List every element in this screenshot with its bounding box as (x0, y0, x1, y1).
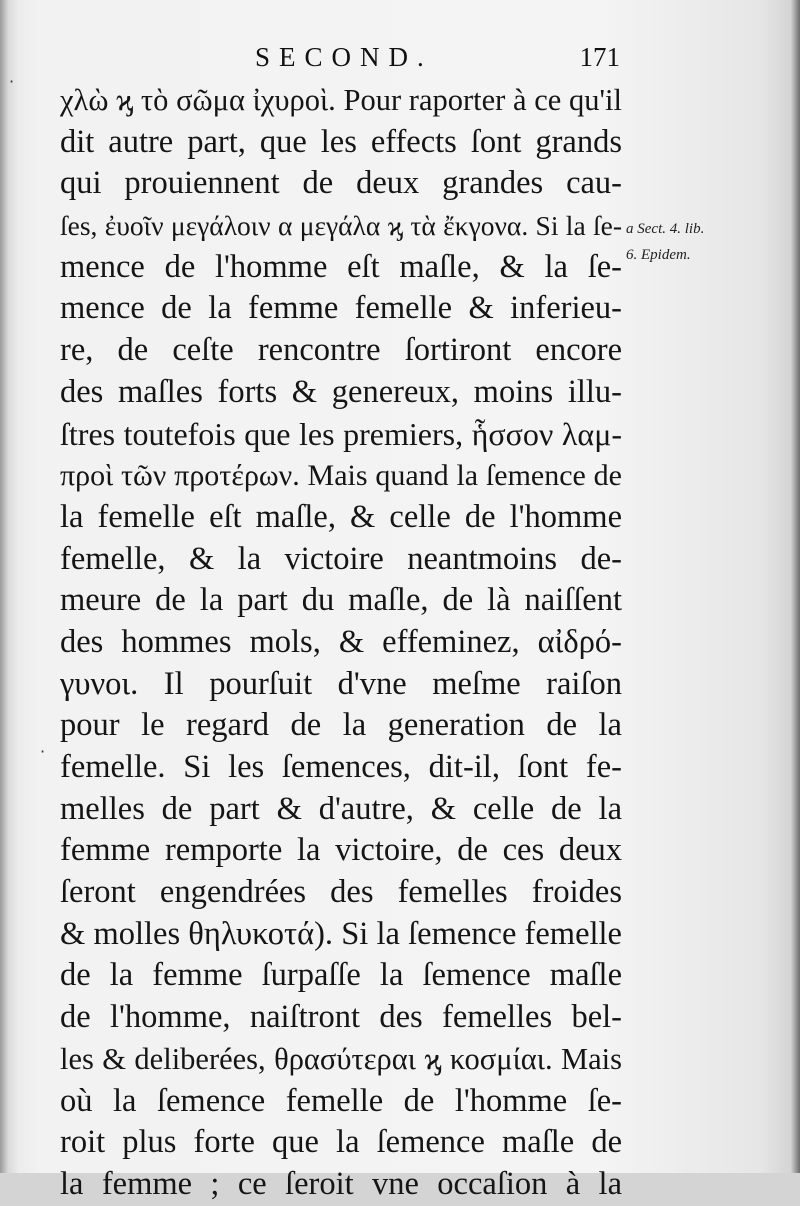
text-line: la femelle eſt maſle, & celle de l'homme (60, 498, 622, 535)
text-line: de la femme ſurpaſſe la ſemence maſle (60, 957, 622, 994)
text-line: melles de part & d'autre, & celle de la (60, 790, 622, 827)
body-text (60, 80, 622, 1206)
text-line: γυνοι. Il pourſuit d'vne meſme raiſon (60, 665, 622, 702)
text-line: femelle. Si les ſemences, dit-il, ſont fe- (60, 749, 622, 785)
text-line: προὶ τῶν προτέρων. Mais quand la ſemence de (60, 459, 622, 493)
text-line: ſtres toutefois que les premiers, ἧσσον λαμ- (60, 415, 622, 452)
text-line: des hommes mols, & effeminez, αἰδρό- (60, 623, 622, 660)
text-line: dit autre part, que les effects ſont grands (60, 123, 622, 160)
text-line: où la ſemence femelle de l'homme ſe- (60, 1082, 622, 1119)
text-line: la femme ; ce ſeroit vne occaſion à la (60, 1165, 622, 1202)
text-line: χλὼ ϗ τὸ σῶμα ἰχυροὶ. Pour raporter à ce qu'il (60, 83, 622, 117)
text-line: & molles θηλυκοτά). Si la ſemence femelle (60, 915, 622, 952)
text-line: de l'homme, naiſtront des femelles bel- (60, 999, 622, 1036)
text-line: mence de l'homme eſt maſle, & la ſe- (60, 248, 622, 285)
margin-note (626, 216, 746, 268)
text-line: femelle, & la victoire neantmoins de- (60, 540, 622, 577)
page-right-edge (790, 0, 800, 1173)
text-line: pour le regard de la generation de la (60, 707, 622, 744)
ink-mark: · (40, 742, 46, 761)
text-line: ſeront engendrées des femelles froides (60, 874, 622, 911)
text-line: re, de ceſte rencontre ſortiront encore (60, 332, 622, 369)
bleed-through-shadow (660, 390, 780, 450)
margin-note-line: a Sect. 4. lib. (626, 221, 705, 237)
ink-mark: · (9, 72, 15, 91)
text-line: les & deliberées, θρασύτεραι ϗ κοσμίαι. Mais (60, 1041, 622, 1076)
text-line: roit plus forte que la ſemence maſle de (60, 1124, 622, 1161)
text-line: des maſles forts & genereux, moins illu- (60, 373, 622, 410)
running-head: SECOND. (255, 42, 433, 72)
page-header (60, 42, 620, 82)
page-number: 171 (579, 42, 620, 72)
text-line: femme remporte la victoire, de ces deux (60, 832, 622, 869)
text-line: ſes, ἐυοῖν μεγάλοιν α μεγάλα ϗ τὰ ἔκγονα. Si la ſe- (60, 210, 622, 242)
margin-note-line: 6. Epidem. (626, 247, 691, 263)
text-line: meure de la part du maſle, de là naiſſent (60, 582, 622, 619)
text-line: qui prouiennent de deux grandes cau- (60, 165, 622, 202)
text-line: mence de la femme femelle & inferieu- (60, 290, 622, 327)
page-left-edge (0, 0, 8, 1173)
